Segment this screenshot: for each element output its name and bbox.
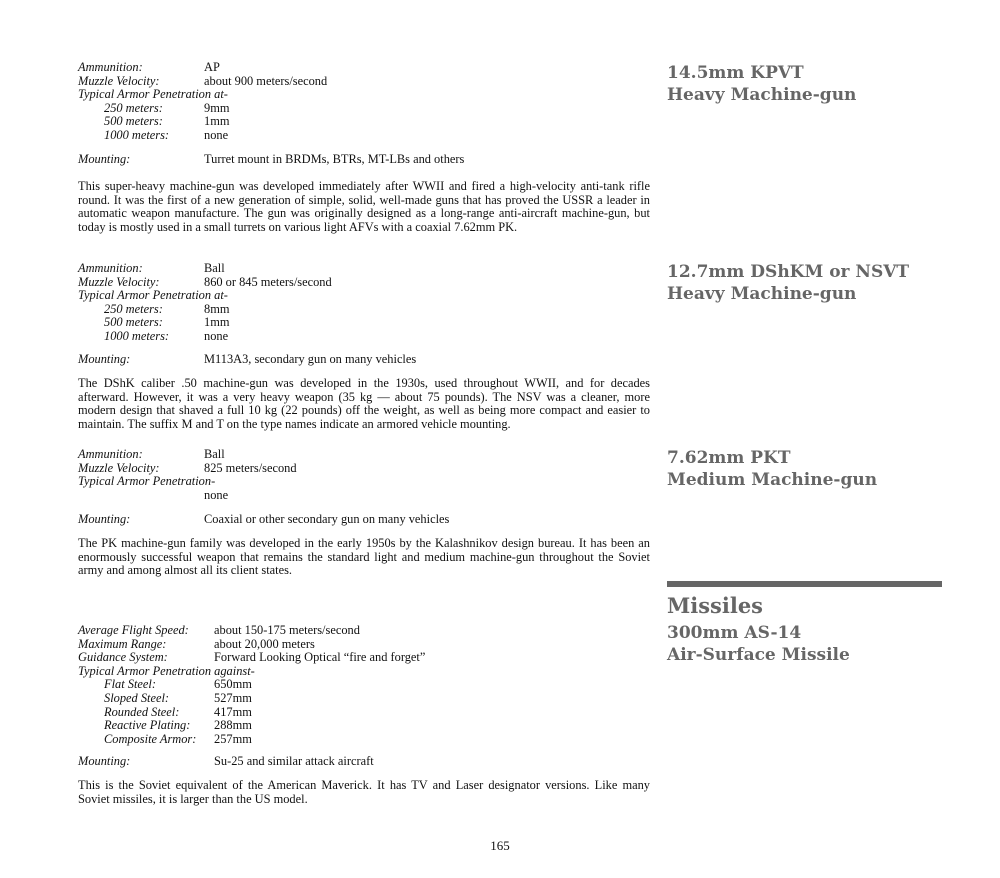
penetration-value: 8mm bbox=[204, 301, 230, 316]
mounting-value: Su-25 and similar attack aircraft bbox=[214, 754, 374, 768]
penetration-value: 257mm bbox=[214, 731, 252, 746]
entry-pkt-description: The PK machine-gun family was developed in the early 1950s by the Kalashnikov design bureau. It has been an enormously successful weapon that remains the standard light and medium machine-gun throughout the Soviet army and among almost all its client states. bbox=[78, 536, 650, 578]
entry-as14-heading bbox=[667, 622, 850, 666]
penetration-range-label: 1000 meters: bbox=[104, 127, 170, 142]
armor-type-label: Rounded Steel: bbox=[104, 704, 180, 719]
ammunition-label: Ammunition: bbox=[78, 261, 143, 275]
penetration-range-label: 500 meters: bbox=[104, 114, 163, 129]
maximum-range-value: about 20,000 meters bbox=[214, 636, 315, 651]
flight-speed-value: about 150-175 meters/second bbox=[214, 623, 360, 637]
entry-kpvt-description: This super-heavy machine-gun was developed immediately after WWII and fired a high-velocity anti-tank rifle round. It was the first of a new generation of simple, solid, well-made guns that has proved the USSR a leader in automatic weapon manufacture. The gun was originally designed as a long-range anti-aircraft machine-gun, but today is mostly used in a small turrets on various light AFVs with a coaxial 7.62mm PK. bbox=[78, 179, 650, 234]
entry-kpvt-heading bbox=[667, 62, 856, 106]
ammunition-label: Ammunition: bbox=[78, 60, 143, 74]
missiles-section-heading: Missiles bbox=[667, 593, 764, 618]
penetration-range-label: 250 meters: bbox=[104, 100, 163, 115]
armor-type-label: Composite Armor: bbox=[104, 731, 197, 746]
entry-pkt-mounting bbox=[78, 513, 650, 527]
muzzle-velocity-value: 860 or 845 meters/second bbox=[204, 274, 332, 289]
entry-as14-stats bbox=[78, 624, 650, 746]
page-number: 165 bbox=[490, 838, 510, 853]
entry-as14-mounting bbox=[78, 755, 650, 769]
heading-line: Medium Machine-gun bbox=[667, 470, 878, 490]
penetration-range-label: 250 meters: bbox=[104, 301, 163, 316]
flight-speed-label: Average Flight Speed: bbox=[78, 623, 189, 637]
muzzle-velocity-label: Muzzle Velocity: bbox=[78, 274, 160, 289]
mounting-label: Mounting: bbox=[78, 152, 131, 166]
penetration-value: 417mm bbox=[214, 704, 252, 719]
heading-line: Heavy Machine-gun bbox=[667, 284, 857, 304]
penetration-value: 288mm bbox=[214, 718, 252, 733]
armor-type-label: Sloped Steel: bbox=[104, 690, 170, 705]
mounting-value: M113A3, secondary gun on many vehicles bbox=[204, 352, 417, 366]
penetration-value: 527mm bbox=[214, 690, 252, 705]
penetration-value: 9mm bbox=[204, 100, 230, 115]
entry-kpvt-mounting bbox=[78, 153, 650, 167]
heading-line: Air-Surface Missile bbox=[667, 645, 850, 665]
heading-line: 300mm AS-14 bbox=[667, 623, 802, 643]
mounting-value: Turret mount in BRDMs, BTRs, MT-LBs and others bbox=[204, 152, 465, 166]
penetration-value: 650mm bbox=[214, 677, 252, 692]
ammunition-value: Ball bbox=[204, 261, 225, 275]
guidance-system-value: Forward Looking Optical “fire and forget” bbox=[214, 650, 426, 665]
ammunition-value: Ball bbox=[204, 447, 225, 461]
muzzle-velocity-value: about 900 meters/second bbox=[204, 73, 328, 88]
armor-type-label: Reactive Plating: bbox=[104, 718, 191, 733]
penetration-value: 1mm bbox=[204, 315, 230, 330]
penetration-value: 1mm bbox=[204, 114, 230, 129]
mounting-label: Mounting: bbox=[78, 512, 131, 526]
penetration-range-label: 1000 meters: bbox=[104, 328, 170, 343]
guidance-system-label: Guidance System: bbox=[78, 650, 168, 665]
entry-dshkm-description: The DShK caliber .50 machine-gun was developed in the 1930s, used throughout WWII, and for decades afterward. However, it was a very heavy weapon (35 kg — about 75 pounds). The NSV was a cleaner, more modern design that shaved a full 10 kg (22 pounds) off the weight, as well as being more compact and easier to maintain. The suffix M and T on the type names indicate an armored vehicle mounting. bbox=[78, 376, 650, 431]
ammunition-value: AP bbox=[204, 60, 220, 74]
section-divider-bar bbox=[667, 581, 942, 587]
entry-dshkm-stats bbox=[78, 262, 650, 344]
maximum-range-label: Maximum Range: bbox=[78, 636, 167, 651]
penetration-range-label: 500 meters: bbox=[104, 315, 163, 330]
heading-line: Heavy Machine-gun bbox=[667, 85, 857, 105]
armor-penetration-label: Typical Armor Penetration- bbox=[78, 474, 216, 489]
mounting-value: Coaxial or other secondary gun on many vehicles bbox=[204, 512, 450, 526]
muzzle-velocity-label: Muzzle Velocity: bbox=[78, 460, 160, 475]
entry-dshkm-heading bbox=[667, 261, 909, 305]
entry-kpvt-stats bbox=[78, 61, 650, 143]
muzzle-velocity-label: Muzzle Velocity: bbox=[78, 73, 160, 88]
heading-line: 7.62mm PKT bbox=[667, 448, 791, 468]
penetration-value: none bbox=[204, 127, 229, 142]
heading-line: 14.5mm KPVT bbox=[667, 63, 804, 83]
heading-line: 12.7mm DShKM or NSVT bbox=[667, 262, 910, 282]
penetration-value: none bbox=[204, 487, 229, 502]
penetration-value: none bbox=[204, 328, 229, 343]
mounting-label: Mounting: bbox=[78, 352, 131, 366]
armor-type-label: Flat Steel: bbox=[104, 677, 156, 692]
armor-penetration-label: Typical Armor Penetration at- bbox=[78, 87, 228, 102]
entry-as14-description: This is the Soviet equivalent of the American Maverick. It has TV and Laser designator versions. Like many Soviet missiles, it is larger than the US model. bbox=[78, 778, 650, 806]
mounting-label: Mounting: bbox=[78, 754, 131, 768]
muzzle-velocity-value: 825 meters/second bbox=[204, 460, 297, 475]
ammunition-label: Ammunition: bbox=[78, 447, 143, 461]
entry-dshkm-mounting bbox=[78, 353, 650, 367]
entry-pkt-heading bbox=[667, 447, 877, 491]
entry-pkt-stats bbox=[78, 448, 650, 502]
armor-penetration-label: Typical Armor Penetration at- bbox=[78, 288, 228, 303]
armor-penetration-label: Typical Armor Penetration against- bbox=[78, 663, 255, 678]
